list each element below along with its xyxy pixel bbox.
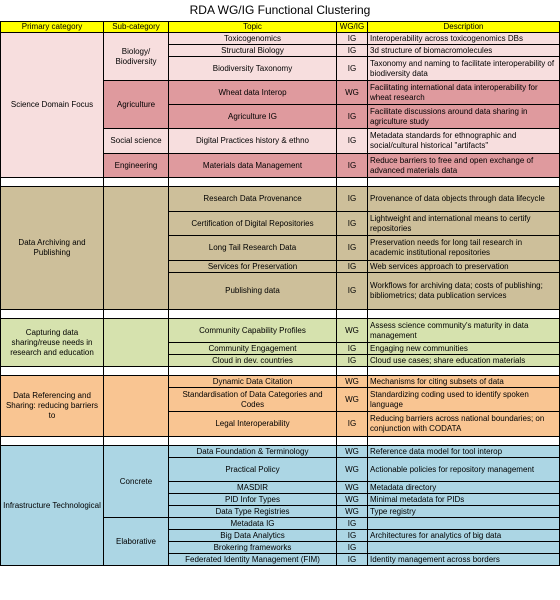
header-description: Description — [368, 22, 560, 33]
sub-category-cell: Elaborative — [104, 518, 169, 566]
description-cell: Minimal metadata for PIDs — [368, 494, 560, 506]
topic-cell: Wheat data Interop — [169, 81, 337, 105]
description-cell: Assess science community's maturity in data management — [368, 319, 560, 343]
type-cell: IG — [337, 355, 368, 367]
topic-cell: Materials data Management — [169, 154, 337, 178]
type-cell: IG — [337, 236, 368, 261]
topic-cell: Certification of Digital Repositories — [169, 212, 337, 236]
primary-category-cell: Infrastructure Technological — [1, 446, 104, 566]
topic-cell: Metadata IG — [169, 518, 337, 530]
type-cell: IG — [337, 261, 368, 273]
topic-cell: Data Type Registries — [169, 506, 337, 518]
sub-category-cell: Agriculture — [104, 81, 169, 129]
type-cell: WG — [337, 319, 368, 343]
type-cell: WG — [337, 376, 368, 388]
description-cell: Interoperability across toxicogenomics DBs — [368, 33, 560, 45]
topic-cell: Brokering frameworks — [169, 542, 337, 554]
separator-row — [1, 310, 560, 319]
topic-cell: PID Infor Types — [169, 494, 337, 506]
description-cell: Preservation needs for long tail research in academic institutional repositories — [368, 236, 560, 261]
type-cell: WG — [337, 494, 368, 506]
topic-cell: Digital Practices history & ethno — [169, 129, 337, 154]
topic-cell: Services for Preservation — [169, 261, 337, 273]
description-cell: Reducing barriers across national boundaries; on conjunction with CODATA — [368, 412, 560, 437]
sub-category-cell — [104, 376, 169, 437]
table-row — [1, 187, 560, 212]
header-row — [1, 22, 560, 33]
topic-cell: Standardisation of Data Categories and Codes — [169, 388, 337, 412]
header-topic: Topic — [169, 22, 337, 33]
sub-category-cell: Concrete — [104, 446, 169, 518]
topic-cell: Agriculture IG — [169, 105, 337, 129]
topic-cell: Community Engagement — [169, 343, 337, 355]
type-cell: IG — [337, 57, 368, 81]
description-cell: Engaging new communities — [368, 343, 560, 355]
topic-cell: Big Data Analytics — [169, 530, 337, 542]
type-cell: IG — [337, 105, 368, 129]
type-cell: IG — [337, 273, 368, 310]
type-cell: IG — [337, 33, 368, 45]
separator-row — [1, 437, 560, 446]
header-sub-category: Sub-category — [104, 22, 169, 33]
sub-category-cell — [104, 319, 169, 367]
topic-cell: Cloud in dev. countries — [169, 355, 337, 367]
sub-category-cell — [104, 187, 169, 310]
type-cell: IG — [337, 187, 368, 212]
description-cell: Web services approach to preservation — [368, 261, 560, 273]
table-row — [1, 376, 560, 388]
description-cell: 3d structure of biomacromolecules — [368, 45, 560, 57]
description-cell: Architectures for analytics of big data — [368, 530, 560, 542]
description-cell: Taxonomy and naming to facilitate interoperability of biodiversity data — [368, 57, 560, 81]
table-row — [1, 446, 560, 458]
description-cell: Type registry — [368, 506, 560, 518]
description-cell: Metadata directory — [368, 482, 560, 494]
type-cell: IG — [337, 154, 368, 178]
type-cell: IG — [337, 129, 368, 154]
header-primary-category: Primary category — [1, 22, 104, 33]
type-cell: IG — [337, 212, 368, 236]
topic-cell: Long Tail Research Data — [169, 236, 337, 261]
topic-cell: Data Foundation & Terminology — [169, 446, 337, 458]
sub-category-cell: Biology/ Biodiversity — [104, 33, 169, 81]
type-cell: WG — [337, 458, 368, 482]
description-cell: Reduce barriers to free and open exchange of advanced materials data — [368, 154, 560, 178]
type-cell: IG — [337, 554, 368, 566]
description-cell: Reference data model for tool interop — [368, 446, 560, 458]
topic-cell: Community Capability Profiles — [169, 319, 337, 343]
type-cell: WG — [337, 482, 368, 494]
document-title: RDA WG/IG Functional Clustering — [189, 3, 371, 17]
topic-cell: Dynamic Data Citation — [169, 376, 337, 388]
sub-category-cell: Social science — [104, 129, 169, 154]
type-cell: IG — [337, 45, 368, 57]
description-cell — [368, 542, 560, 554]
separator-row — [1, 367, 560, 376]
type-cell: IG — [337, 542, 368, 554]
description-cell: Metadata standards for ethnographic and social/cultural historical "artifacts" — [368, 129, 560, 154]
description-cell: Lightweight and international means to certify repositories — [368, 212, 560, 236]
topic-cell: Research Data Provenance — [169, 187, 337, 212]
description-cell: Actionable policies for repository management — [368, 458, 560, 482]
table-row — [1, 319, 560, 343]
topic-cell: Structural Biology — [169, 45, 337, 57]
table-row — [1, 33, 560, 45]
type-cell: IG — [337, 530, 368, 542]
topic-cell: Practical Policy — [169, 458, 337, 482]
header-wg-ig: WG/IG — [337, 22, 368, 33]
description-cell: Workflows for archiving data; costs of publishing; bibliometrics; data publication services — [368, 273, 560, 310]
description-cell: Facilitating international data interoperability for wheat research — [368, 81, 560, 105]
clustering-table — [0, 21, 560, 566]
topic-cell: Publishing data — [169, 273, 337, 310]
topic-cell: Federated Identity Management (FIM) — [169, 554, 337, 566]
type-cell: WG — [337, 506, 368, 518]
primary-category-cell: Data Referencing and Sharing: reducing barriers to — [1, 376, 104, 437]
type-cell: IG — [337, 518, 368, 530]
topic-cell: MASDIR — [169, 482, 337, 494]
description-cell: Standardizing coding used to identify spoken language — [368, 388, 560, 412]
separator-row — [1, 178, 560, 187]
sub-category-cell: Engineering — [104, 154, 169, 178]
topic-cell: Toxicogenomics — [169, 33, 337, 45]
description-cell: Mechanisms for citing subsets of data — [368, 376, 560, 388]
topic-cell: Legal Interoperability — [169, 412, 337, 437]
description-cell — [368, 518, 560, 530]
description-cell: Cloud use cases; share education materials — [368, 355, 560, 367]
description-cell: Provenance of data objects through data lifecycle — [368, 187, 560, 212]
primary-category-cell: Data Archiving and Publishing — [1, 187, 104, 310]
topic-cell: Biodiversity Taxonomy — [169, 57, 337, 81]
type-cell: WG — [337, 81, 368, 105]
type-cell: WG — [337, 446, 368, 458]
type-cell: IG — [337, 343, 368, 355]
type-cell: IG — [337, 412, 368, 437]
description-cell: Identity management across borders — [368, 554, 560, 566]
primary-category-cell: Science Domain Focus — [1, 33, 104, 178]
type-cell: WG — [337, 388, 368, 412]
primary-category-cell: Capturing data sharing/reuse needs in research and education — [1, 319, 104, 367]
description-cell: Facilitate discussions around data sharing in agriculture study — [368, 105, 560, 129]
